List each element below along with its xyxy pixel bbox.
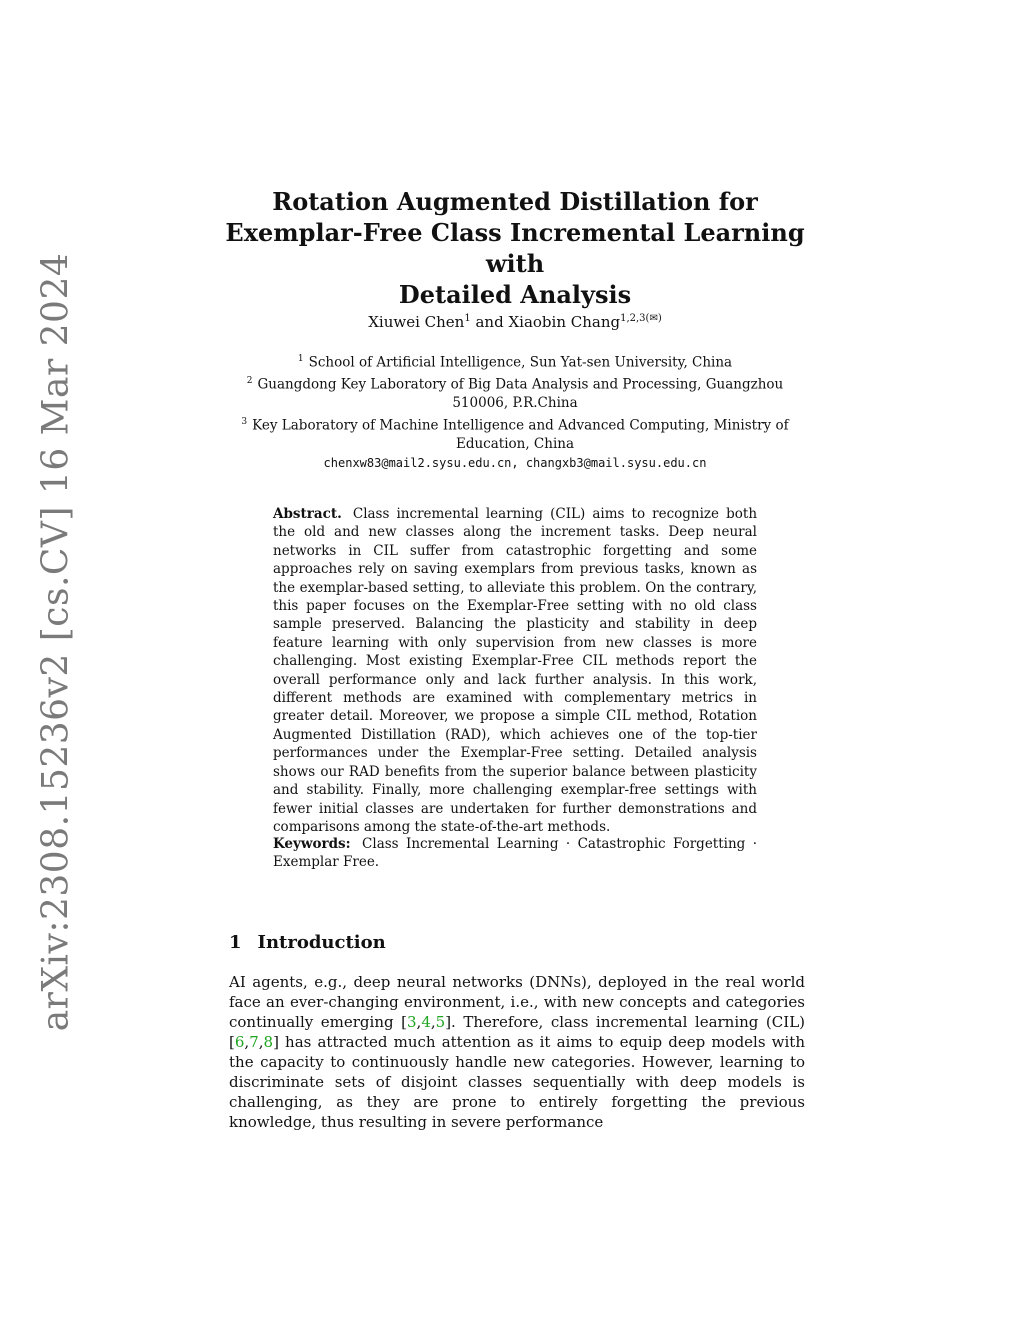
paper-title <box>212 186 818 310</box>
citation-link[interactable]: 8 <box>263 1033 274 1051</box>
affiliation-item <box>230 413 800 454</box>
abstract-label: Abstract. <box>273 506 342 522</box>
affiliation-number: 3 <box>241 416 248 427</box>
affiliation-text: School of Artificial Intelligence, Sun Yat-sen University, China <box>308 354 733 371</box>
section-heading <box>229 932 386 953</box>
citation-link[interactable]: 4 <box>421 1013 431 1031</box>
affiliation-list <box>230 350 800 473</box>
arxiv-identifier-stamp: arXiv:2308.15236v2 [cs.CV] 16 Mar 2024 <box>35 252 77 1032</box>
citation-separator: , <box>244 1033 250 1051</box>
affiliation-text: Key Laboratory of Machine Intelligence and Advanced Computing, Ministry of Education, China <box>252 417 789 452</box>
affiliation-text: Guangdong Key Laboratory of Big Data Analysis and Processing, Guangzhou 510006, P.R.China <box>257 376 784 411</box>
affiliation-item <box>230 372 800 413</box>
author-affiliation-marker: 1,2,3(✉) <box>620 313 662 324</box>
affiliation-number: 1 <box>297 354 304 364</box>
author-name: Xiaobin Chang <box>508 313 621 331</box>
affiliation-number: 2 <box>246 376 253 386</box>
citation-separator: , <box>416 1013 422 1031</box>
citation-separator: , <box>258 1033 264 1051</box>
keywords-text: Class Incremental Learning · Catastrophic Forgetting · Exemplar Free. <box>273 836 758 871</box>
keywords-label: Keywords: <box>273 836 351 852</box>
section-number: 1 <box>229 932 242 953</box>
citation-link[interactable]: 3 <box>406 1013 417 1031</box>
author-conjunction: and <box>470 313 509 331</box>
section-title: Introduction <box>257 932 386 953</box>
abstract-text: Class incremental learning (CIL) aims to recognize both the old and new classes along the increment tasks. Deep neural networks in CIL suffer from catastrophic forgetting and some approaches rely on saving exemplars from previous tasks, known as the exemplar-based setting, to alleviate this problem. On the contrary, this paper focuses on the Exemplar-Free setting with no old class sample preserved. Balancing the plasticity and stability in deep feature learning with only supervision from new classes is more challenging. Most existing Exemplar-Free CIL methods report the overall performance only and lack further analysis. In this work, different methods are examined with complementary metrics in greater detail. Moreover, we propose a simple CIL method, Rotation Augmented Distillation (RAD), which achieves one of the top-tier performances under the Exemplar-Free setting. Detailed analysis shows our RAD benefits from the superior balance between plasticity and stability. Finally, more challenging exemplar-free settings with fewer initial classes are undertaken for further demonstrations and comparisons among the state-of-the-art methods. <box>273 506 758 835</box>
citation-link[interactable]: 5 <box>435 1013 446 1031</box>
title-line: Detailed Analysis <box>398 280 632 309</box>
citation-link[interactable]: 7 <box>249 1033 259 1051</box>
affiliation-item <box>230 350 800 372</box>
keywords <box>273 835 757 872</box>
author-emails: chenxw83@mail2.sysu.edu.cn, changxb3@mail.sysu.edu.cn <box>323 456 707 470</box>
paragraph-text: ] has attracted much attention as it aims to equip deep models with the capacity to continuously handle new categories. However, learning to discriminate sets of disjoint classes sequentially with deep models is challenging, as they are prone to entirely forgetting the previous knowledge, thus resulting in severe performance <box>229 1033 805 1131</box>
paragraph-text: AI agents, e.g., deep neural networks (DNNs), deployed in the real world face an ever-changing environment, i.e., with new concepts and categories continually emerging [ <box>229 973 805 1031</box>
author-name: Xiuwei Chen <box>368 313 465 331</box>
title-line: Exemplar-Free Class Incremental Learning with <box>225 218 805 278</box>
author-affiliation-marker: 1 <box>464 313 471 324</box>
abstract <box>273 505 757 836</box>
author-list <box>212 313 818 331</box>
citation-separator: , <box>430 1013 436 1031</box>
introduction-paragraph <box>229 972 805 1132</box>
title-line: Rotation Augmented Distillation for <box>272 187 758 216</box>
citation-link[interactable]: 6 <box>234 1033 245 1051</box>
paragraph-text: ]. Therefore, class incremental learning (CIL) [ <box>229 1013 806 1051</box>
